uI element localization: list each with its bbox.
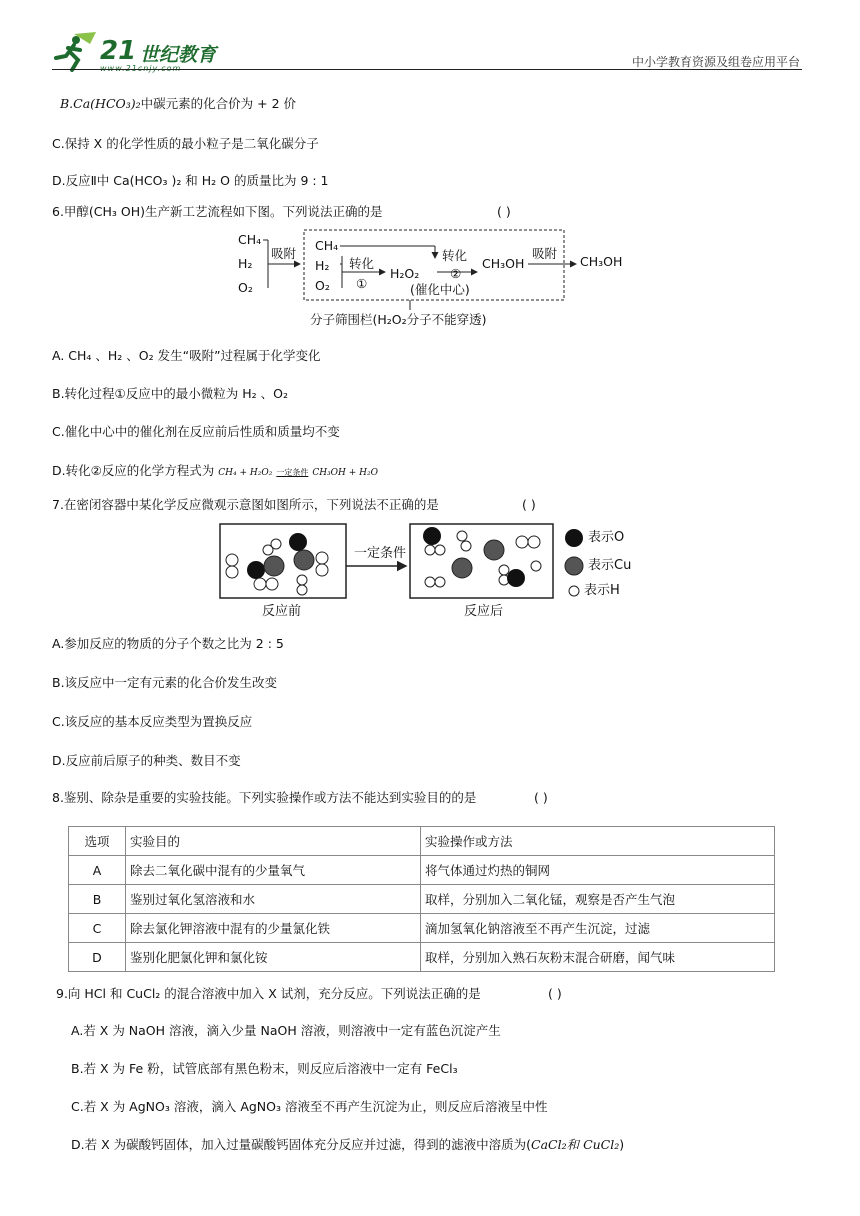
row-method: 取样，分别加入二氧化锰，观察是否产生气泡: [421, 885, 775, 914]
q7-option-a: A.参加反应的物质的分子个数之比为 2 : 5: [52, 636, 284, 651]
q7-option-b: B.该反应中一定有元素的化合价发生改变: [52, 675, 278, 690]
q9-option-d-prefix: D.若 X 为碳酸钙固体，加入过量碳酸钙固体充分反应并过滤，得到的滤液中溶质为(: [71, 1137, 531, 1152]
legend-hydrogen: 表示H: [584, 583, 620, 598]
q9-option-d-suffix: ): [619, 1137, 625, 1152]
conversion-1: 转化: [349, 256, 375, 271]
row-purpose: 鉴别化肥氯化钾和氯化铵: [126, 943, 421, 972]
q6-option-a: A. CH₄ 、H₂ 、O₂ 发生“吸附”过程属于化学变化: [52, 348, 321, 363]
table-row: [69, 943, 775, 972]
before-label: 反应前: [262, 604, 302, 619]
q5-option-d: D.反应Ⅱ中 Ca(HCO₃ )₂ 和 H₂ O 的质量比为 9 : 1: [52, 173, 329, 188]
logo-text: 世纪教育: [140, 44, 217, 66]
equation-condition: 一定条件: [276, 468, 309, 477]
row-option: C: [69, 914, 126, 943]
q8-table: [68, 826, 775, 972]
q8-stem: 8.鉴别、除杂是重要的实验技能。下列实验操作或方法不能达到实验目的的是: [52, 790, 477, 805]
catalyst-center-label: (催化中心): [410, 282, 470, 297]
q9-option-d-formula: CaCl₂和 CuCl₂: [531, 1137, 620, 1152]
q5-option-b: [60, 96, 296, 112]
q5-option-b-formula: B.Ca(HCO₃)₂: [60, 96, 141, 111]
row-option: B: [69, 885, 126, 914]
row-method: 滴加氢氧化钠溶液至不再产生沉淀，过滤: [421, 914, 775, 943]
molecular-sieve-label: 分子筛围栏(H₂O₂分子不能穿透): [310, 312, 487, 327]
runner-logo-icon: [52, 30, 102, 72]
row-method: 将气体通过灼热的铜网: [421, 856, 775, 885]
equation-left: CH₄ + H₂O₂: [218, 468, 273, 478]
table-header-row: [69, 827, 775, 856]
header-option: 选项: [69, 827, 126, 856]
q6-flow-diagram: [230, 226, 630, 330]
row-method: 取样，分别加入熟石灰粉末混合研磨，闻气味: [421, 943, 775, 972]
q9-option-b: B.若 X 为 Fe 粉，试管底部有黑色粉末，则反应后溶液中一定有 FeCl₃: [71, 1061, 458, 1076]
input-h2: H₂: [238, 256, 253, 271]
row-purpose: 除去二氧化碳中混有的少量氧气: [126, 856, 421, 885]
q9-option-a: A.若 X 为 NaOH 溶液，滴入少量 NaOH 溶液，则溶液中一定有蓝色沉淀产生: [71, 1023, 501, 1038]
h2o2-label: H₂O₂: [390, 266, 420, 281]
q7-particle-diagram: [218, 520, 648, 624]
q6-option-d-prefix: D.转化②反应的化学方程式为: [52, 463, 215, 478]
row-option: D: [69, 943, 126, 972]
box-ch4: CH₄: [315, 238, 339, 253]
header-method: 实验操作或方法: [421, 827, 775, 856]
q7-option-d: D.反应前后原子的种类、数目不变: [52, 753, 241, 768]
table-row: [69, 885, 775, 914]
q9-answer-paren: ( ): [548, 986, 562, 1001]
row-purpose: 鉴别过氧化氢溶液和水: [126, 885, 421, 914]
box-h2: H₂: [315, 258, 330, 273]
adsorb-label-1: 吸附: [271, 246, 297, 261]
output-ch3oh: CH₃OH: [580, 254, 623, 269]
input-o2: O₂: [238, 280, 253, 295]
q5-option-b-text: 中碳元素的化合价为 + 2 价: [140, 96, 297, 111]
header-purpose: 实验目的: [126, 827, 421, 856]
q5-option-c: C.保持 X 的化学性质的最小粒子是二氧化碳分子: [52, 136, 319, 151]
q6-stem: 6.甲醇(CH₃ OH)生产新工艺流程如下图。下列说法正确的是: [52, 204, 383, 219]
row-option: A: [69, 856, 126, 885]
header-divider: [52, 69, 802, 70]
box-o2: O₂: [315, 278, 330, 293]
equation-right: CH₃OH + H₂O: [312, 468, 378, 478]
row-purpose: 除去氯化钾溶液中混有的少量氯化铁: [126, 914, 421, 943]
logo-number: 21: [100, 36, 137, 66]
legend-copper: 表示Cu: [588, 558, 632, 573]
table-row: [69, 856, 775, 885]
q6-option-d: [52, 463, 378, 481]
after-label: 反应后: [464, 604, 504, 619]
table-row: [69, 914, 775, 943]
q9-option-d: [71, 1137, 624, 1153]
reaction-condition: 一定条件: [354, 546, 407, 561]
conversion-2: 转化: [442, 248, 468, 263]
q8-answer-paren: ( ): [534, 790, 548, 805]
q7-stem: 7.在密闭容器中某化学反应微观示意图如图所示，下列说法不正确的是: [52, 497, 439, 512]
q6-option-b: B.转化过程①反应中的最小微粒为 H₂ 、O₂: [52, 386, 288, 401]
q9-option-c: C.若 X 为 AgNO₃ 溶液，滴入 AgNO₃ 溶液至不再产生沉淀为止，则反应后溶液呈中性: [71, 1099, 548, 1114]
conversion-1-number: ①: [356, 276, 368, 291]
q6-answer-paren: ( ): [497, 204, 511, 219]
adsorb-label-2: 吸附: [532, 246, 558, 261]
platform-name: 中小学教育资源及组卷应用平台: [631, 55, 800, 69]
legend-oxygen: 表示O: [588, 530, 625, 545]
input-ch4: CH₄: [238, 232, 262, 247]
q6-option-c: C.催化中心中的催化剂在反应前后性质和质量均不变: [52, 424, 340, 439]
q7-answer-paren: ( ): [522, 497, 536, 512]
conversion-2-number: ②: [450, 266, 462, 281]
q7-option-c: C.该反应的基本反应类型为置换反应: [52, 714, 253, 729]
ch3oh-label: CH₃OH: [482, 256, 525, 271]
q9-stem: 9.向 HCl 和 CuCl₂ 的混合溶液中加入 X 试剂，充分反应。下列说法正确的是: [56, 986, 481, 1001]
